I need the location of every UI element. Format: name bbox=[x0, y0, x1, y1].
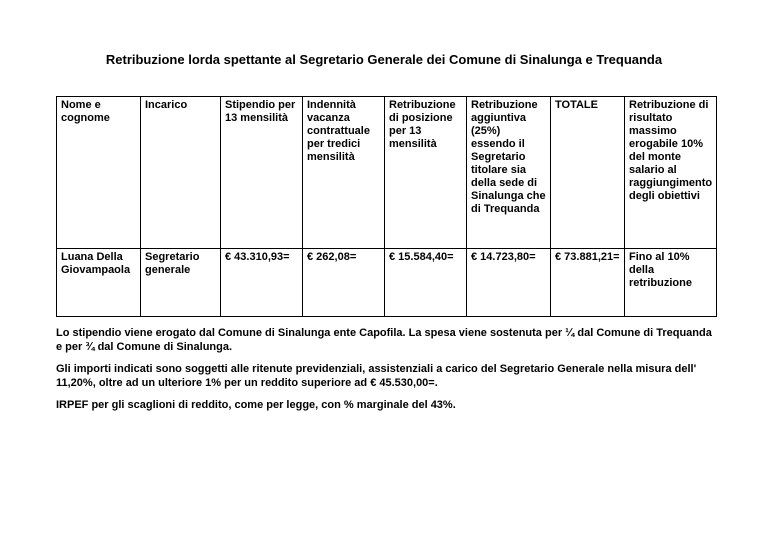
header-result-pay: Retribuzione di risultato massimo erogabile 10% del monte salario al raggiungimento degli obiettivi bbox=[625, 97, 717, 249]
cell-salary: € 43.310,93= bbox=[221, 249, 303, 317]
cell-name: Luana Della Giovampaola bbox=[57, 249, 141, 317]
cell-contract-allowance: € 262,08= bbox=[303, 249, 385, 317]
salary-table bbox=[56, 96, 717, 317]
note-irpef: IRPEF per gli scaglioni di reddito, come per legge, con % marginale del 43%. bbox=[56, 399, 456, 411]
header-contract-allowance: Indennità vacanza contrattuale per tredici mensilità bbox=[303, 97, 385, 249]
notes-section bbox=[56, 326, 716, 420]
note-deductions: Gli importi indicati sono soggetti alle ritenute previdenziali, assistenziali a carico del Segretario Generale nella misura dell' 11,20%, oltre ad un ulteriore 1% per un reddito superiore ad € 45.530,00=. bbox=[56, 363, 697, 389]
header-position-pay: Retribuzione di posizione per 13 mensilità bbox=[385, 97, 467, 249]
cell-role: Segretario generale bbox=[141, 249, 221, 317]
header-salary: Stipendio per 13 mensilità bbox=[221, 97, 303, 249]
table-row bbox=[57, 249, 717, 317]
note-payment: Lo stipendio viene erogato dal Comune di Sinalunga ente Capofila. La spesa viene sostenuta per ¼ dal Comune di Trequanda e per ¾ dal Comune di Sinalunga. bbox=[56, 327, 712, 353]
cell-position-pay: € 15.584,40= bbox=[385, 249, 467, 317]
header-role: Incarico bbox=[141, 97, 221, 249]
cell-total: € 73.881,21= bbox=[551, 249, 625, 317]
header-additional-pay: Retribuzione aggiuntiva (25%) essendo il Segretario titolare sia della sede di Sinalunga che di Trequanda bbox=[467, 97, 551, 249]
header-total: TOTALE bbox=[551, 97, 625, 249]
table-header-row bbox=[57, 97, 717, 249]
header-name: Nome e cognome bbox=[57, 97, 141, 249]
cell-additional-pay: € 14.723,80= bbox=[467, 249, 551, 317]
cell-result-pay: Fino al 10% della retribuzione bbox=[625, 249, 717, 317]
page-title: Retribuzione lorda spettante al Segretario Generale dei Comune di Sinalunga e Trequanda bbox=[105, 52, 663, 67]
